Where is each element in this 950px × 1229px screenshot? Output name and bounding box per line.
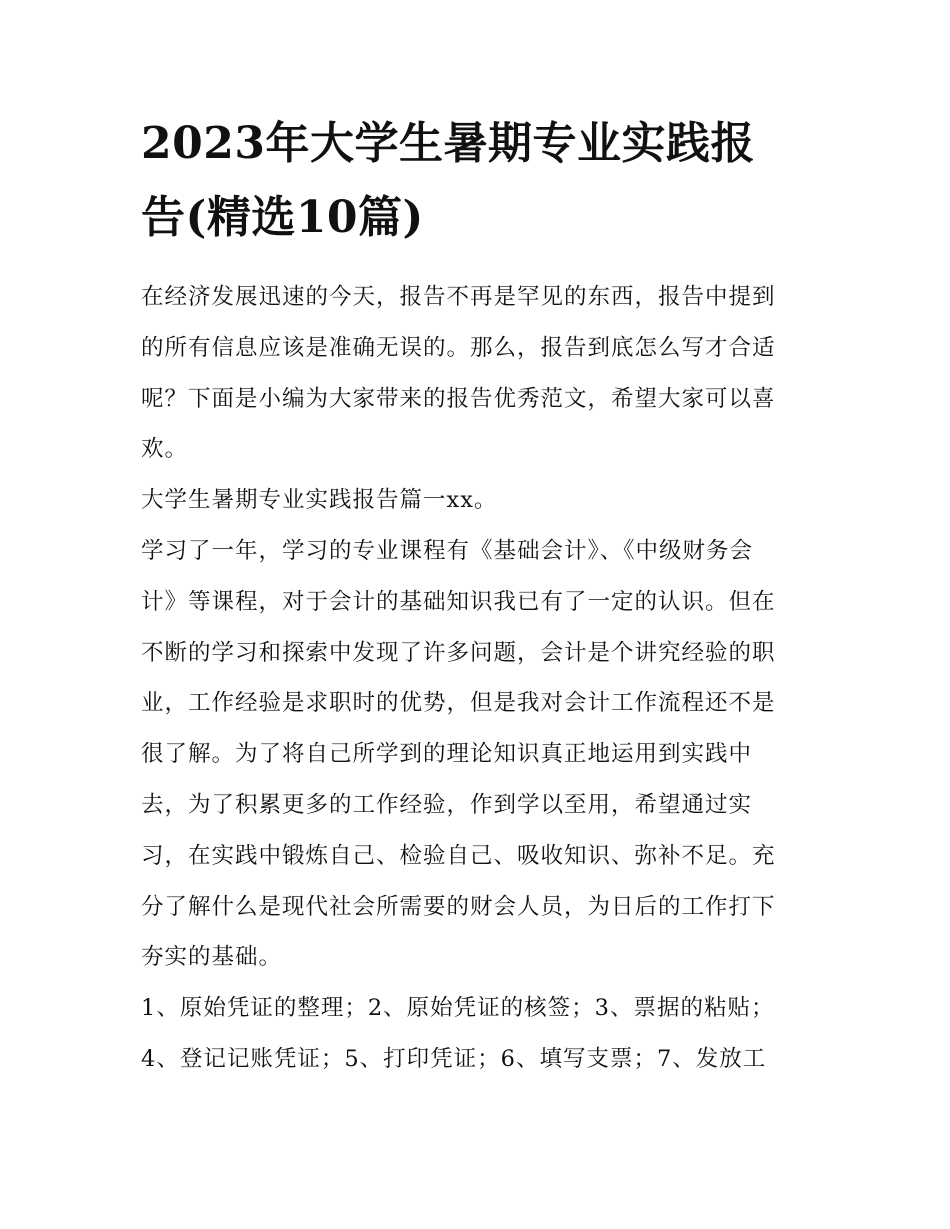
title-line: 告(精选10篇) (141, 192, 424, 243)
body-paragraph (141, 526, 813, 983)
text-line: 学习了一年，学习的专业课程有《基础会计》、《中级财务会 (141, 537, 754, 564)
text-line: 欢。 (141, 436, 189, 463)
text-line: 不断的学习和探索中发现了许多问题，会计是个讲究经验的职 (141, 639, 776, 666)
text-line: 业，工作经验是求职时的优势，但是我对会计工作流程还不是 (141, 690, 776, 717)
text-line: 很了解。为了将自己所学到的理论知识真正地运用到实践中 (141, 741, 753, 768)
text-line: 习，在实践中锻炼自己、检验自己、吸收知识、弥补不足。充 (141, 842, 776, 869)
text-line: 去，为了积累更多的工作经验，作到学以至用，希望通过实 (141, 791, 753, 818)
text-line: 大学生暑期专业实践报告篇一xx。 (141, 487, 498, 514)
document-title (141, 114, 813, 248)
task-list-paragraph (141, 983, 813, 1085)
intro-paragraph (141, 272, 813, 475)
text-line: 夯实的基础。 (141, 944, 283, 971)
text-line: 的所有信息应该是准确无误的。那么，报告到底怎么写才合适 (141, 334, 776, 361)
text-line: 呢？下面是小编为大家带来的报告优秀范文，希望大家可以喜 (141, 385, 776, 412)
text-line: 在经济发展迅速的今天，报告不再是罕见的东西，报告中提到 (141, 284, 776, 310)
text-line: 分了解什么是现代社会所需要的财会人员，为日后的工作打下 (141, 893, 776, 920)
text-line: 计》等课程，对于会计的基础知识我已有了一定的认识。但在 (141, 588, 776, 615)
text-line: 1、原始凭证的整理；2、原始凭证的核签；3、票据的粘贴； (141, 995, 775, 1022)
title-line: 2023年大学生暑期专业实践报 (141, 118, 755, 169)
text-line: 4、登记记账凭证；5、打印凭证；6、填写支票；7、发放工 (141, 1045, 767, 1072)
document-body (141, 114, 813, 1085)
section-heading-paragraph (141, 475, 813, 526)
